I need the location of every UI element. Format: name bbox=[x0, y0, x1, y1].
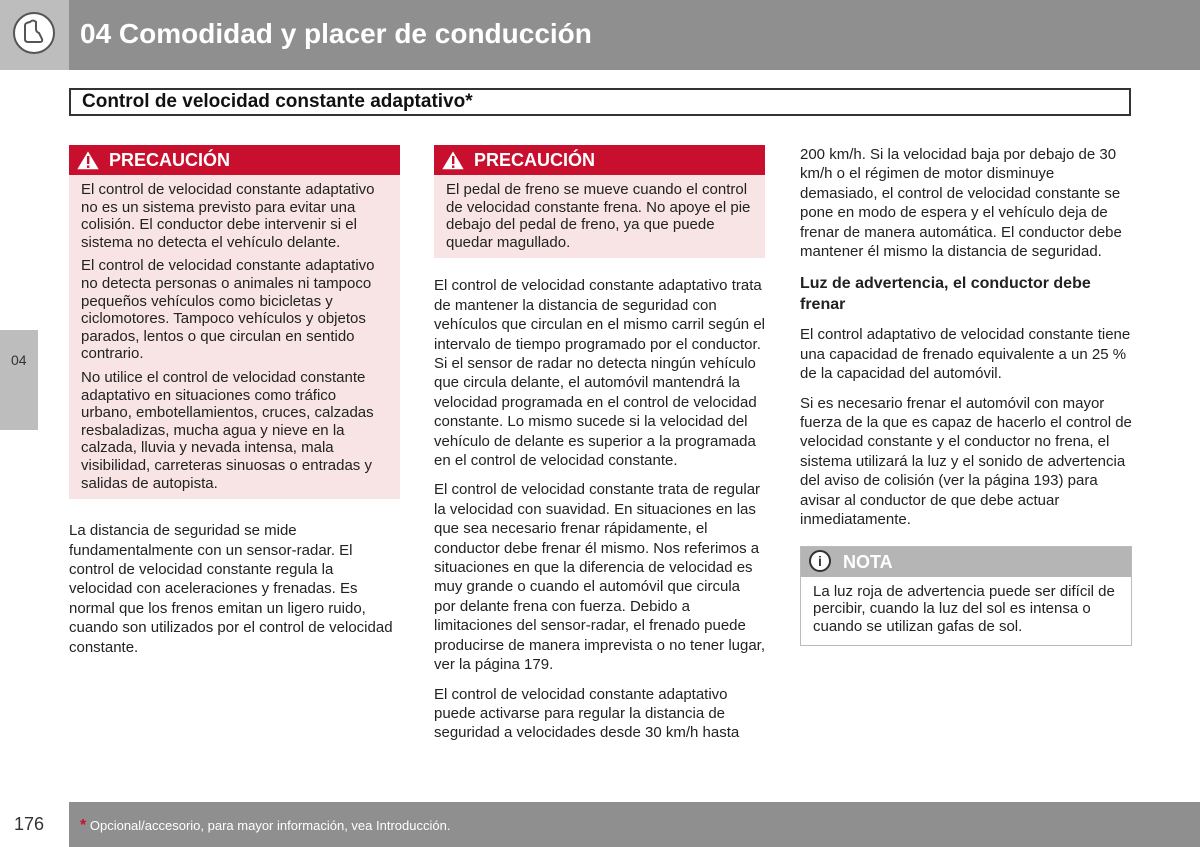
note-body: La luz roja de advertencia puede ser difícil de percibir, cuando la luz del sol es intensa o cuando se utilizan gafas de sol. bbox=[813, 582, 1115, 635]
warning-paragraph: El pedal de freno se mueve cuando el control de velocidad constante frena. No apoye el pie debajo del pedal de freno, ya que puede quedar magullado. bbox=[446, 181, 751, 251]
warning-header bbox=[69, 145, 400, 175]
subheading: Luz de advertencia, el conductor debe frenar bbox=[800, 275, 1091, 314]
body-paragraph: La distancia de seguridad se mide fundamentalmente con un sensor-radar. El control de velocidad constante regula la velocidad con aceleraciones y frenadas. Es normal que los frenos emitan un ligero ruido, cuando son utilizados por el control de velocidad constante. bbox=[69, 522, 393, 656]
warning-box bbox=[434, 145, 765, 258]
footer-note bbox=[80, 817, 450, 835]
body-paragraph: 200 km/h. Si la velocidad baja por debajo de 30 km/h o el régimen de motor disminuye demasiado, el control de velocidad constante se pone en modo de espera y el vehículo deja de frenar de manera automática. El conductor debe mantener él mismo la distancia de seguridad. bbox=[800, 146, 1122, 261]
note-header bbox=[801, 547, 1131, 577]
body-paragraph: Si es necesario frenar el automóvil con mayor fuerza de la que es capaz de hacerlo el control de velocidad constante y el conductor no frena, el sistema utilizará la luz y el sonido de advertencia del aviso de colisión (ver la página 193) para avisar al conductor de que debe actuar inmediatamente. bbox=[800, 394, 1132, 529]
warning-title: PRECAUCIÓN bbox=[474, 150, 596, 170]
warning-triangle-icon bbox=[440, 148, 466, 172]
warning-header bbox=[434, 145, 765, 175]
column-3 bbox=[800, 145, 1132, 646]
footnote-star: * bbox=[80, 817, 87, 834]
warning-paragraph: El control de velocidad constante adaptativo no detecta personas o animales ni tampoco pequeños vehículos como bicicletas y ciclomotores. Tampoco vehículos y objetos parados, lentos o que circulan en sentido contrario. bbox=[81, 257, 375, 363]
body-paragraph: El control de velocidad constante trata de regular la velocidad con suavidad. En situaciones en las que sea necesario frenar rápidamente, el conductor debe frenar él mismo. Nos referimos a situaciones en que la diferencia de velocidad es muy grande o cuando el automóvil que circula por delante frena con fuerza. Debido a limitaciones del sensor-radar, el frenado puede producirse de manera imprevista o no tener lugar, ver la página 179. bbox=[434, 481, 766, 674]
warning-paragraph: No utilice el control de velocidad constante adaptativo en situaciones como tráfico urbano, embotellamientos, cruces, calzadas resbaladizas, mucha agua y nieve en la calzada, lluvia y nevada intensa, mala visibilidad, carreteras sinuosas o entradas y salidas de autopista. bbox=[81, 368, 374, 492]
seat-icon bbox=[13, 12, 55, 54]
warning-title: PRECAUCIÓN bbox=[109, 150, 231, 170]
warning-box bbox=[69, 145, 400, 499]
body-paragraph: El control de velocidad constante adaptativo puede activarse para regular la distancia de seguridad a velocidades desde 30 km/h hasta bbox=[434, 685, 740, 742]
warning-triangle-icon bbox=[75, 148, 101, 172]
side-tab-label: 04 bbox=[11, 352, 27, 368]
section-title: Control de velocidad constante adaptativo* bbox=[69, 88, 1131, 116]
page-number: 176 bbox=[14, 814, 45, 834]
body-paragraph: El control de velocidad constante adaptativo trata de mantener la distancia de seguridad con vehículos que circulan en el mismo carril según el intervalo de tiempo programado por el conductor. Si el sensor de radar no detecta ningún vehículo que circula delante, el automóvil mantendrá la velocidad programada en el control de velocidad constante. Lo mismo sucede si la velocidad del vehículo de delante es superior a la programada en el control de velocidad constante. bbox=[434, 277, 765, 470]
body-paragraph: El control adaptativo de velocidad constante tiene una capacidad de frenado equivalente a un 25 % de la capacidad del automóvil. bbox=[800, 326, 1131, 383]
warning-body bbox=[434, 175, 765, 258]
warning-paragraph: El control de velocidad constante adaptativo no es un sistema previsto para evitar una colisión. El conductor debe intervenir si el sistema no detecta el vehículo delante. bbox=[81, 181, 375, 251]
chapter-side-tab bbox=[0, 330, 38, 430]
chapter-icon-box bbox=[0, 0, 69, 70]
column-1 bbox=[69, 145, 400, 667]
note-box bbox=[800, 546, 1132, 647]
footnote-text: Opcional/accesorio, para mayor información, vea Introducción. bbox=[89, 818, 451, 833]
note-title: NOTA bbox=[843, 551, 893, 572]
info-icon: i bbox=[809, 550, 831, 572]
column-2 bbox=[434, 145, 765, 753]
warning-body bbox=[69, 175, 400, 499]
chapter-title: 04 Comodidad y placer de conducción bbox=[80, 18, 592, 49]
